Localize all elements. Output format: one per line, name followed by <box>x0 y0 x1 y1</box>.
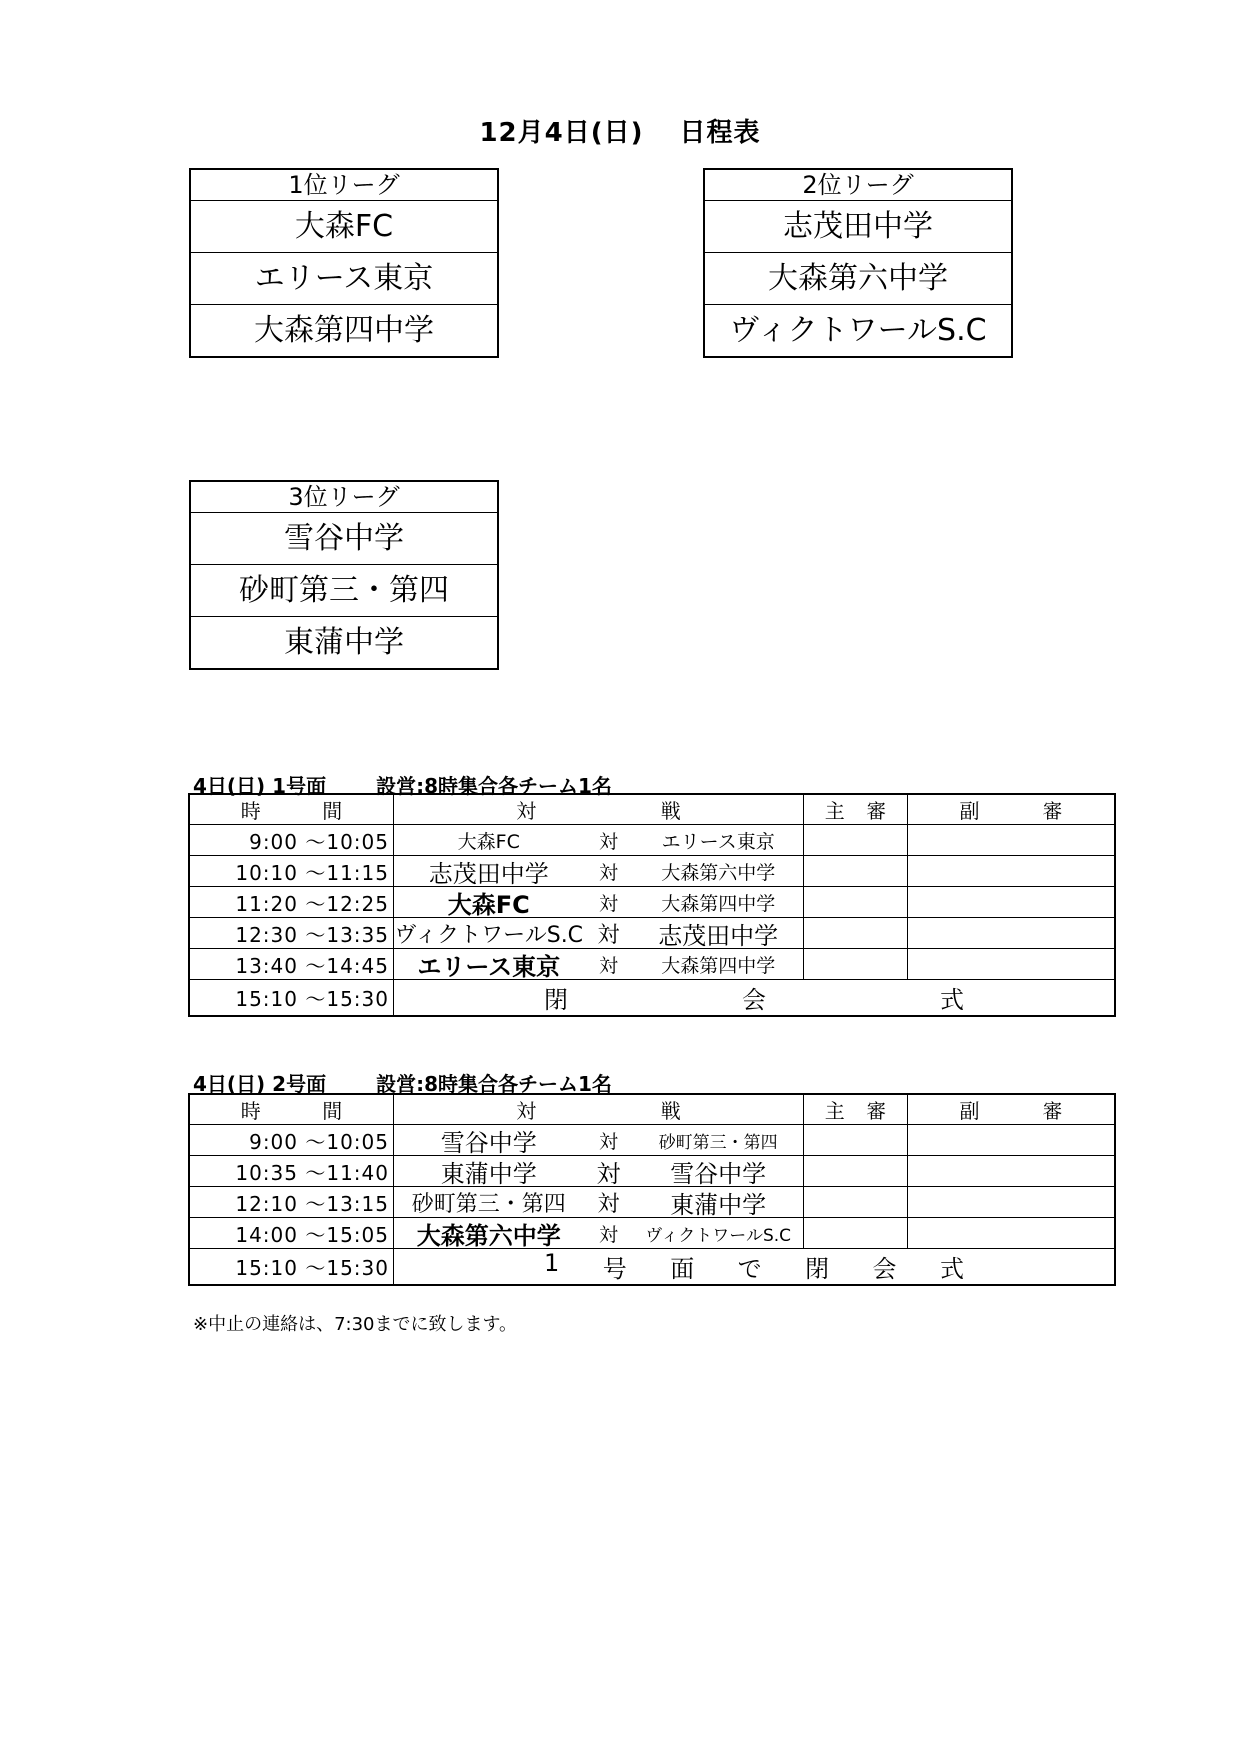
match-time: 9:00 ～10:05 <box>190 1125 394 1156</box>
match-home: 大森第六中学 <box>416 1221 561 1249</box>
match-cell <box>394 887 804 918</box>
page-title-label: 日程表 <box>679 118 761 148</box>
match-home: 大森FC <box>447 890 530 918</box>
league-2-team-3: ヴィクトワールS.C <box>729 313 987 348</box>
match-time: 9:00 ～10:05 <box>190 825 394 856</box>
header-sub-char: 審 <box>1042 1099 1063 1123</box>
header-main-char: 審 <box>866 799 887 823</box>
closing-char: 会 <box>872 1255 897 1283</box>
main-referee-cell <box>804 1156 908 1187</box>
table-row <box>190 949 1115 980</box>
match-away: 東蒲中学 <box>670 1190 767 1218</box>
table-header-row <box>190 795 1115 825</box>
league-1-team-2: エリース東京 <box>191 253 497 305</box>
match-away: 志茂田中学 <box>658 921 779 949</box>
header-time <box>190 795 394 825</box>
main-referee-cell <box>804 887 908 918</box>
match-cell <box>394 949 804 980</box>
league-3-team-1: 雪谷中学 <box>191 513 497 565</box>
header-main-referee <box>804 795 908 825</box>
league-3-team-3: 東蒲中学 <box>284 625 404 660</box>
match-home: 志茂田中学 <box>428 859 549 887</box>
match-cell <box>394 1125 804 1156</box>
closing-time: 15:10 ～15:30 <box>190 980 394 1016</box>
header-match-char: 対 <box>516 1099 537 1123</box>
match-away: ヴィクトワールS.C <box>645 1225 792 1246</box>
header-main-char: 審 <box>866 1099 887 1123</box>
header-match-char: 戦 <box>660 799 681 823</box>
closing-char: 面 <box>670 1255 695 1283</box>
match-vs: 対 <box>598 1223 618 1246</box>
match-away: 砂町第三・第四 <box>658 1132 778 1153</box>
sub-referee-cell <box>908 1218 1115 1249</box>
header-time-char: 間 <box>322 1099 343 1123</box>
match-cell <box>394 1187 804 1218</box>
match-home: 砂町第三・第四 <box>411 1191 566 1217</box>
match-away: 雪谷中学 <box>670 1159 767 1187</box>
cancellation-notice: ※中止の連絡は、7:30までに致します。 <box>193 1314 518 1335</box>
schedule-2-caption <box>193 1068 612 1097</box>
league-1-box <box>189 168 499 358</box>
page-title-date: 12月4日(日) <box>479 118 644 148</box>
closing-char: 式 <box>940 1255 964 1283</box>
header-sub-char: 審 <box>1042 799 1063 823</box>
league-2-box <box>703 168 1013 358</box>
match-vs: 対 <box>598 954 618 977</box>
match-time: 12:30 ～13:35 <box>190 918 394 949</box>
league-1-team-1: 大森FC <box>191 201 497 253</box>
match-home: エリース東京 <box>417 952 561 980</box>
match-home: 東蒲中学 <box>440 1159 537 1187</box>
schedule-2-setup: 設営:8時集合各チーム1名 <box>376 1072 612 1096</box>
main-referee-cell <box>804 1187 908 1218</box>
match-time: 13:40 ～14:45 <box>190 949 394 980</box>
match-time: 10:10 ～11:15 <box>190 856 394 887</box>
match-cell <box>394 856 804 887</box>
match-cell <box>394 918 804 949</box>
match-time: 10:35 ～11:40 <box>190 1156 394 1187</box>
match-vs: 対 <box>598 830 618 853</box>
sub-referee-cell <box>908 825 1115 856</box>
header-sub-char: 副 <box>959 1099 980 1123</box>
league-2-team-2: 大森第六中学 <box>705 253 1011 305</box>
header-sub-char: 副 <box>959 799 980 823</box>
sub-referee-cell <box>908 887 1115 918</box>
closing-char: で <box>737 1255 762 1283</box>
table-row <box>190 1156 1115 1187</box>
match-cell <box>394 825 804 856</box>
closing-ceremony-cell <box>394 1249 1115 1285</box>
match-vs: 対 <box>598 861 618 884</box>
match-time: 11:20 ～12:25 <box>190 887 394 918</box>
schedule-1-table <box>189 794 1115 1016</box>
sub-referee-cell <box>908 918 1115 949</box>
main-referee-cell <box>804 918 908 949</box>
main-referee-cell <box>804 856 908 887</box>
match-vs: 対 <box>598 892 618 915</box>
header-time <box>190 1095 394 1125</box>
sub-referee-cell <box>908 949 1115 980</box>
closing-char: 1 <box>544 1249 560 1277</box>
table-row <box>190 918 1115 949</box>
header-sub-referee <box>908 795 1115 825</box>
header-time-char: 間 <box>322 799 343 823</box>
header-match <box>394 795 804 825</box>
main-referee-cell <box>804 949 908 980</box>
match-home: ヴィクトワールS.C <box>394 922 584 948</box>
header-match-char: 対 <box>516 799 537 823</box>
match-away: 大森第四中学 <box>661 954 776 977</box>
match-time: 12:10 ～13:15 <box>190 1187 394 1218</box>
header-main-referee <box>804 1095 908 1125</box>
sub-referee-cell <box>908 1187 1115 1218</box>
closing-char: 閉 <box>805 1255 830 1283</box>
sub-referee-cell <box>908 1125 1115 1156</box>
main-referee-cell <box>804 825 908 856</box>
schedule-1-field: 4日(日) 1号面 <box>193 774 327 798</box>
closing-char: 式 <box>940 986 964 1014</box>
match-cell <box>394 1218 804 1249</box>
table-header-row <box>190 1095 1115 1125</box>
schedule-2-table <box>189 1094 1115 1285</box>
league-1-title: 1位リーグ <box>191 170 497 201</box>
page-title <box>0 112 1240 149</box>
match-away: 大森第四中学 <box>661 892 776 915</box>
header-main-char: 主 <box>824 799 845 823</box>
league-1-team-3: 大森第四中学 <box>254 313 434 348</box>
match-away: 大森第六中学 <box>661 861 776 884</box>
table-row <box>190 1218 1115 1249</box>
sub-referee-cell <box>908 856 1115 887</box>
table-row <box>190 1187 1115 1218</box>
match-vs: 対 <box>596 1159 621 1187</box>
schedule-1-setup: 設営:8時集合各チーム1名 <box>376 774 612 798</box>
closing-time: 15:10 ～15:30 <box>190 1249 394 1285</box>
match-time: 14:00 ～15:05 <box>190 1218 394 1249</box>
main-referee-cell <box>804 1218 908 1249</box>
header-time-char: 時 <box>240 799 261 823</box>
match-cell <box>394 1156 804 1187</box>
header-main-char: 主 <box>824 1099 845 1123</box>
league-2-title: 2位リーグ <box>705 170 1011 201</box>
league-3-team-2: 砂町第三・第四 <box>191 565 497 617</box>
league-2-team-1: 志茂田中学 <box>705 201 1011 253</box>
main-referee-cell <box>804 1125 908 1156</box>
match-away: エリース東京 <box>661 830 775 853</box>
table-row <box>190 887 1115 918</box>
match-vs: 対 <box>598 1130 618 1153</box>
match-vs: 対 <box>597 1191 620 1217</box>
match-home: 雪谷中学 <box>440 1128 537 1156</box>
header-time-char: 時 <box>240 1099 261 1123</box>
header-sub-referee <box>908 1095 1115 1125</box>
closing-char: 会 <box>742 986 766 1014</box>
match-home: 大森FC <box>457 830 520 853</box>
league-3-title: 3位リーグ <box>191 482 497 513</box>
header-match <box>394 1095 804 1125</box>
table-row <box>190 825 1115 856</box>
sub-referee-cell <box>908 1156 1115 1187</box>
closing-row <box>190 980 1115 1016</box>
closing-ceremony-cell <box>394 980 1115 1016</box>
schedule-2-field: 4日(日) 2号面 <box>193 1072 327 1096</box>
league-3-box <box>189 480 499 670</box>
table-row <box>190 1125 1115 1156</box>
closing-row <box>190 1249 1115 1285</box>
match-vs: 対 <box>597 922 620 948</box>
closing-char: 閉 <box>544 986 568 1014</box>
table-row <box>190 856 1115 887</box>
closing-char: 号 <box>602 1255 627 1283</box>
header-match-char: 戦 <box>660 1099 681 1123</box>
